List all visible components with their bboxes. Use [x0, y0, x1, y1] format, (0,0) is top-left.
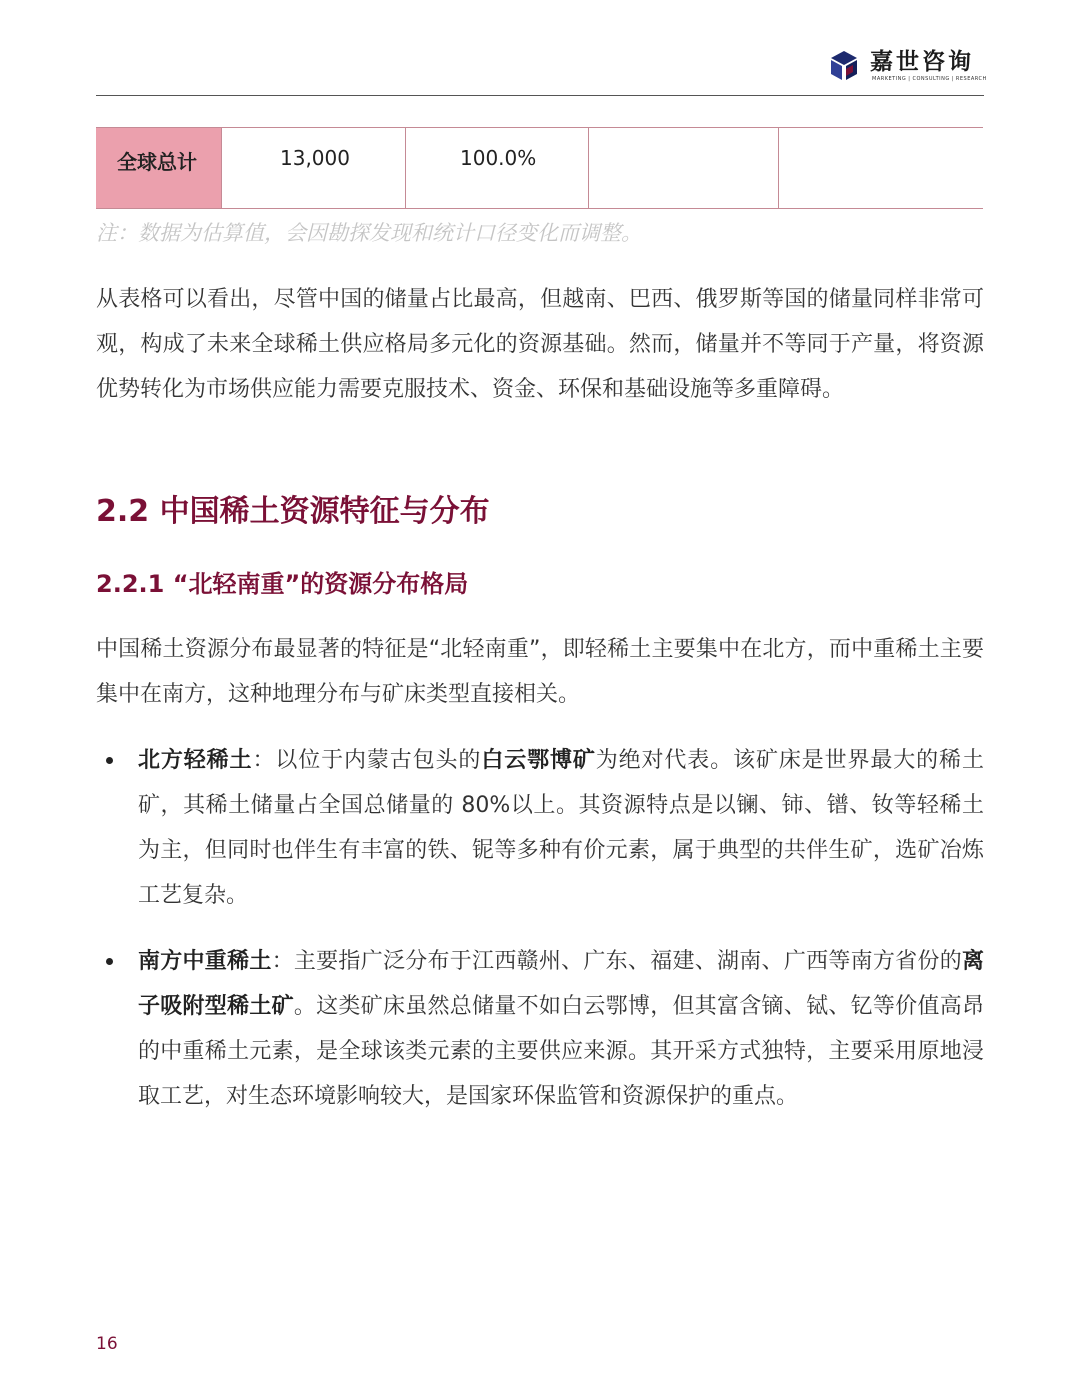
table-note: 注：数据为估算值，会因勘探发现和统计口径变化而调整。: [96, 221, 642, 245]
list-item-term: 北方轻稀土: [138, 748, 253, 773]
page-number: 16: [96, 1334, 118, 1354]
tagline-word: MARKETING: [872, 76, 907, 82]
list-item: [96, 939, 984, 1119]
bullet-dot-icon: [106, 757, 113, 764]
list-item-text: [138, 939, 984, 1119]
tagline-word: CONSULTING: [912, 76, 950, 82]
list-item-body: ：主要指广泛分布于江西赣州、广东、福建、湖南、广西等南方省份的: [271, 949, 962, 974]
list-item-highlight: 白云鄂博矿: [481, 748, 596, 773]
section-heading: 2.2 中国稀土资源特征与分布: [96, 494, 490, 529]
body-paragraph: 中国稀土资源分布最显著的特征是“北轻南重”，即轻稀土主要集中在北方，而中重稀土主要集中在南方，这种地理分布与矿床类型直接相关。: [96, 637, 984, 707]
table-total-row: [96, 127, 983, 209]
total-label-cell: 全球总计: [96, 128, 221, 208]
list-item-text: [138, 738, 984, 918]
header-logo: [826, 46, 989, 86]
subsection-heading: 2.2.1 “北轻南重”的资源分布格局: [96, 570, 469, 598]
empty-cell: [778, 128, 983, 208]
total-percent-cell: 100.0%: [405, 128, 588, 208]
empty-cell: [588, 128, 778, 208]
list-item-body: 为绝对代表。该矿床是世界最大的稀土矿，其稀土储量占全国总储量的 80%以上。其资源特点是以镧、铈、镨、钕等轻稀土为主，但同时也伴生有丰富的铁、铌等多种有价元素，属于典型的共伴生矿，选矿冶炼工艺复杂。: [138, 748, 984, 908]
tagline-word: RESEARCH: [955, 76, 987, 82]
list-item-body: 。这类矿床虽然总储量不如白云鄂博，但其富含镝、铽、钇等价值高昂的中重稀土元素，是全球该类元素的主要供应来源。其开采方式独特，主要采用原地浸取工艺，对生态环境影响较大，是国家环保监管和资源保护的重点。: [138, 994, 984, 1109]
list-item-highlight: 离子吸附型稀土矿: [138, 949, 984, 1019]
logo-tagline: MARKETING | CONSULTING | RESEARCH: [872, 76, 987, 82]
body-paragraph: 从表格可以看出，尽管中国的储量占比最高，但越南、巴西、俄罗斯等国的储量同样非常可观，构成了未来全球稀土供应格局多元化的资源基础。然而，储量并不等同于产量，将资源优势转化为市场供应能力需要克服技术、资金、环保和基础设施等多重障碍。: [96, 287, 984, 402]
header-divider: [96, 95, 984, 96]
list-item-term: 南方中重稀土: [138, 949, 272, 974]
bullet-dot-icon: [106, 958, 113, 965]
list-item-body: ：以位于内蒙古包头的: [252, 748, 482, 773]
logo-name: 嘉世咨询: [870, 49, 974, 75]
total-value-cell: 13,000: [221, 128, 405, 208]
cube-logo-icon: [826, 48, 862, 84]
list-item: [96, 738, 984, 918]
